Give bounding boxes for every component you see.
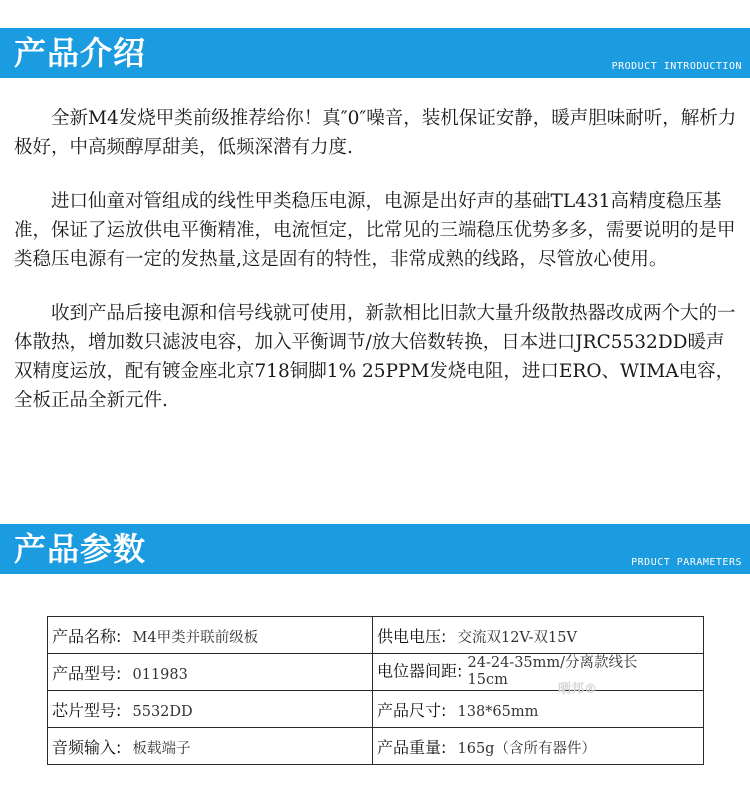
intro-paragraph-1: 全新M4发烧甲类前级推荐给你！真″0″噪音，装机保证安静，暖声胆味耐听，解析力极好，中高频醇厚甜美，低频深潜有力度. [14,108,737,158]
table-row [48,728,704,765]
intro-subtitle: PRODUCT INTRODUCTION [611,61,742,72]
param-value: 5532DD [132,703,193,720]
param-cell [48,691,373,728]
intro-header [0,28,750,78]
param-value: M4甲类并联前级板 [132,629,259,646]
param-value: 011983 [132,666,188,683]
param-cell [373,728,704,765]
param-label: 产品尺寸: [377,700,447,720]
param-value: 板载端子 [132,740,191,757]
table-row [48,691,704,728]
param-value: 165g（含所有器件） [457,740,596,757]
intro-title: 产品介绍 [14,34,147,72]
param-label: 音频输入: [52,737,122,757]
param-label: 电位器间距: [377,661,463,681]
param-cell [48,728,373,765]
intro-text [14,104,738,440]
params-title: 产品参数 [14,530,147,568]
param-cell [48,617,373,654]
param-label: 芯片型号: [52,700,122,720]
params-subtitle: PRDUCT PARAMETERS [631,557,742,568]
param-cell [373,691,704,728]
param-label: 产品型号: [52,663,122,683]
table-row [48,617,704,654]
param-value: 交流双12V-双15V [457,629,577,646]
watermark: 晒邦® [558,682,598,697]
intro-paragraph-2: 进口仙童对管组成的线性甲类稳压电源，电源是出好声的基础TL431高精度稳压基准，保证了运放供电平衡精准，电流恒定，比常见的三端稳压优势多多，需要说明的是甲类稳压电源有一定的发热量,这是固有的特性，非常成熟的线路，尽管放心使用。 [14,191,736,270]
params-table [47,616,704,765]
param-label: 产品名称: [52,626,122,646]
param-label: 产品重量: [377,737,447,757]
table-row [48,654,704,691]
param-cell [373,654,704,691]
intro-paragraph-3: 收到产品后接电源和信号线就可使用，新款相比旧款大量升级散热器改成两个大的一体散热，增加数只滤波电容，加入平衡调节/放大倍数转换，日本进口JRC5532DD暖声双精度运放，配有镀金座北京718铜脚1% 25PPM发烧电阻，进口ERO、WIMA电容，全板正品全新元件. [14,303,736,411]
param-cell [373,617,704,654]
param-value: 24-24-35mm/分离款线长15cm [467,655,638,688]
param-cell [48,654,373,691]
param-label: 供电电压: [377,626,447,646]
param-value: 138*65mm [457,703,539,720]
params-header [0,524,750,574]
